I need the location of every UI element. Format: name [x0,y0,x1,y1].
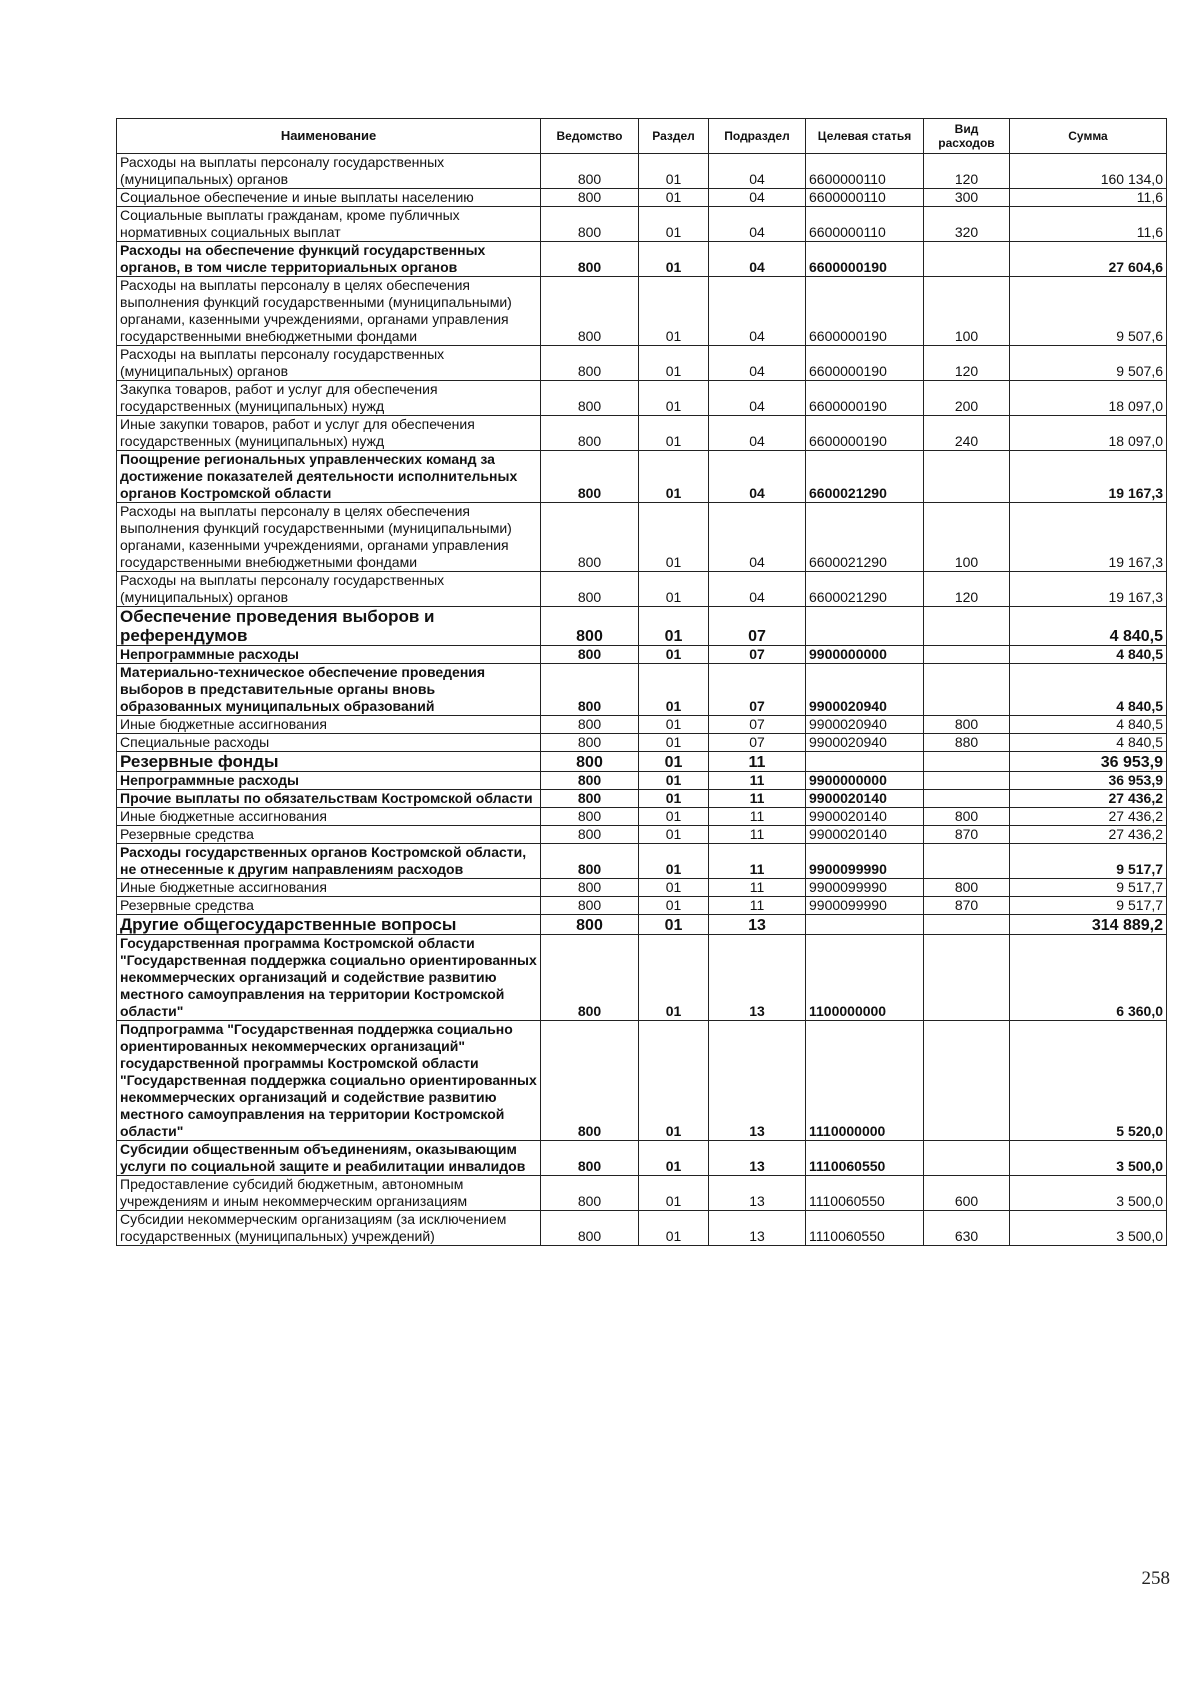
cell-tselevaya: 9900099990 [806,879,924,897]
cell-tselevaya: 6600000190 [806,381,924,416]
cell-summa: 27 604,6 [1010,242,1167,277]
cell-razdel: 01 [639,1021,709,1141]
cell-vid [924,1141,1010,1176]
table-row [117,1211,1167,1246]
cell-vedomstvo: 800 [541,844,639,879]
cell-razdel: 01 [639,808,709,826]
cell-summa: 314 889,2 [1010,915,1167,935]
cell-vedomstvo: 800 [541,154,639,189]
cell-vedomstvo: 800 [541,734,639,752]
table-row [117,716,1167,734]
table-row [117,646,1167,664]
table-row [117,381,1167,416]
cell-podrazdel: 04 [709,416,806,451]
cell-vid [924,1021,1010,1141]
cell-vedomstvo: 800 [541,277,639,346]
cell-tselevaya: 6600000190 [806,416,924,451]
cell-vid [924,646,1010,664]
cell-razdel: 01 [639,154,709,189]
cell-name: Прочие выплаты по обязательствам Костромской области [117,790,541,808]
cell-name: Расходы на выплаты персоналу государственных (муниципальных) органов [117,572,541,607]
header-name: Наименование [117,119,541,154]
cell-vid: 100 [924,503,1010,572]
cell-name: Непрограммные расходы [117,646,541,664]
cell-vid [924,844,1010,879]
cell-tselevaya: 6600021290 [806,451,924,503]
table-row [117,1141,1167,1176]
cell-podrazdel: 13 [709,1211,806,1246]
cell-summa: 11,6 [1010,207,1167,242]
cell-tselevaya: 6600000110 [806,154,924,189]
cell-summa: 11,6 [1010,189,1167,207]
cell-tselevaya: 1100000000 [806,935,924,1021]
cell-podrazdel: 04 [709,381,806,416]
cell-name: Расходы на выплаты персоналу государственных (муниципальных) органов [117,346,541,381]
cell-summa: 19 167,3 [1010,451,1167,503]
table-row [117,772,1167,790]
cell-tselevaya: 9900020940 [806,734,924,752]
cell-podrazdel: 11 [709,808,806,826]
cell-vid: 120 [924,154,1010,189]
table-row [117,451,1167,503]
cell-razdel: 01 [639,503,709,572]
cell-podrazdel: 04 [709,346,806,381]
cell-razdel: 01 [639,752,709,772]
table-row [117,734,1167,752]
cell-razdel: 01 [639,1141,709,1176]
cell-vid [924,790,1010,808]
cell-vid [924,451,1010,503]
table-row [117,277,1167,346]
table-row [117,752,1167,772]
cell-vedomstvo: 800 [541,572,639,607]
cell-podrazdel: 13 [709,935,806,1021]
cell-tselevaya: 6600000190 [806,242,924,277]
cell-name: Субсидии некоммерческим организациям (за исключением государственных (муниципальных) учреждений) [117,1211,541,1246]
cell-tselevaya [806,752,924,772]
cell-razdel: 01 [639,879,709,897]
cell-podrazdel: 07 [709,646,806,664]
cell-vid: 880 [924,734,1010,752]
cell-tselevaya [806,915,924,935]
cell-vedomstvo: 800 [541,664,639,716]
cell-vedomstvo: 800 [541,752,639,772]
cell-vedomstvo: 800 [541,242,639,277]
cell-name: Расходы на выплаты персоналу в целях обеспечения выполнения функций государственными (муниципальными) органами, казенными учреждениями, органами управления государственными внебюджетными фондами [117,503,541,572]
cell-name: Резервные средства [117,897,541,915]
table-row [117,242,1167,277]
cell-razdel: 01 [639,189,709,207]
cell-podrazdel: 07 [709,664,806,716]
cell-summa: 4 840,5 [1010,734,1167,752]
cell-vedomstvo: 800 [541,189,639,207]
cell-vid: 120 [924,346,1010,381]
cell-tselevaya: 6600021290 [806,503,924,572]
cell-summa: 4 840,5 [1010,646,1167,664]
cell-podrazdel: 04 [709,207,806,242]
cell-summa: 9 517,7 [1010,844,1167,879]
cell-podrazdel: 13 [709,1021,806,1141]
cell-tselevaya: 1110000000 [806,1021,924,1141]
cell-razdel: 01 [639,716,709,734]
cell-razdel: 01 [639,826,709,844]
table-row [117,154,1167,189]
cell-vedomstvo: 800 [541,772,639,790]
cell-tselevaya: 9900020940 [806,716,924,734]
cell-razdel: 01 [639,416,709,451]
cell-podrazdel: 07 [709,607,806,646]
cell-tselevaya: 6600000190 [806,346,924,381]
cell-podrazdel: 13 [709,1141,806,1176]
cell-name: Другие общегосударственные вопросы [117,915,541,935]
cell-vid: 800 [924,808,1010,826]
cell-name: Государственная программа Костромской области "Государственная поддержка социально ориентированных некоммерческих организаций и содействие развитию местного самоуправления на территории Костромской области" [117,935,541,1021]
cell-vedomstvo: 800 [541,808,639,826]
cell-vid: 120 [924,572,1010,607]
cell-summa: 3 500,0 [1010,1176,1167,1211]
cell-razdel: 01 [639,664,709,716]
cell-name: Социальные выплаты гражданам, кроме публичных нормативных социальных выплат [117,207,541,242]
cell-vedomstvo: 800 [541,207,639,242]
cell-podrazdel: 04 [709,242,806,277]
table-row [117,826,1167,844]
cell-vedomstvo: 800 [541,346,639,381]
cell-vedomstvo: 800 [541,416,639,451]
cell-name: Поощрение региональных управленческих команд за достижение показателей деятельности исполнительных органов Костромской области [117,451,541,503]
cell-podrazdel: 11 [709,826,806,844]
cell-podrazdel: 04 [709,189,806,207]
cell-summa: 36 953,9 [1010,772,1167,790]
table-row [117,607,1167,646]
cell-name: Закупка товаров, работ и услуг для обеспечения государственных (муниципальных) нужд [117,381,541,416]
cell-name: Иные бюджетные ассигнования [117,879,541,897]
cell-summa: 27 436,2 [1010,826,1167,844]
cell-name: Резервные фонды [117,752,541,772]
cell-vid: 800 [924,716,1010,734]
cell-vedomstvo: 800 [541,1021,639,1141]
cell-razdel: 01 [639,277,709,346]
cell-summa: 6 360,0 [1010,935,1167,1021]
cell-razdel: 01 [639,897,709,915]
cell-podrazdel: 11 [709,879,806,897]
cell-vid: 630 [924,1211,1010,1246]
cell-name: Непрограммные расходы [117,772,541,790]
cell-tselevaya: 6600000110 [806,207,924,242]
cell-podrazdel: 04 [709,451,806,503]
cell-razdel: 01 [639,915,709,935]
cell-name: Специальные расходы [117,734,541,752]
cell-razdel: 01 [639,772,709,790]
cell-name: Иные закупки товаров, работ и услуг для обеспечения государственных (муниципальных) нужд [117,416,541,451]
cell-vid: 600 [924,1176,1010,1211]
cell-tselevaya: 6600021290 [806,572,924,607]
cell-vedomstvo: 800 [541,1141,639,1176]
cell-podrazdel: 04 [709,277,806,346]
cell-vid [924,752,1010,772]
cell-razdel: 01 [639,242,709,277]
cell-razdel: 01 [639,451,709,503]
cell-razdel: 01 [639,381,709,416]
cell-razdel: 01 [639,346,709,381]
cell-tselevaya: 9900099990 [806,897,924,915]
cell-summa: 5 520,0 [1010,1021,1167,1141]
cell-podrazdel: 11 [709,772,806,790]
cell-vedomstvo: 800 [541,915,639,935]
table-row [117,879,1167,897]
cell-vid: 100 [924,277,1010,346]
cell-tselevaya: 6600000110 [806,189,924,207]
header-summa: Сумма [1010,119,1167,154]
cell-tselevaya: 9900000000 [806,646,924,664]
table-row [117,1021,1167,1141]
cell-summa: 18 097,0 [1010,381,1167,416]
cell-name: Иные бюджетные ассигнования [117,808,541,826]
cell-summa: 3 500,0 [1010,1141,1167,1176]
cell-name: Социальное обеспечение и иные выплаты населению [117,189,541,207]
cell-razdel: 01 [639,572,709,607]
cell-tselevaya [806,607,924,646]
cell-razdel: 01 [639,734,709,752]
cell-podrazdel: 13 [709,915,806,935]
cell-vedomstvo: 800 [541,879,639,897]
cell-podrazdel: 11 [709,897,806,915]
cell-summa: 27 436,2 [1010,790,1167,808]
table-row [117,346,1167,381]
cell-podrazdel: 11 [709,790,806,808]
cell-vedomstvo: 800 [541,935,639,1021]
cell-razdel: 01 [639,935,709,1021]
cell-summa: 36 953,9 [1010,752,1167,772]
cell-tselevaya: 9900020140 [806,808,924,826]
table-row [117,808,1167,826]
table-body [117,154,1167,1246]
table-row [117,189,1167,207]
cell-vid: 300 [924,189,1010,207]
cell-summa: 9 517,7 [1010,897,1167,915]
cell-vedomstvo: 800 [541,451,639,503]
cell-name: Предоставление субсидий бюджетным, автономным учреждениям и иным некоммерческим организациям [117,1176,541,1211]
table-row [117,572,1167,607]
cell-podrazdel: 11 [709,752,806,772]
cell-summa: 19 167,3 [1010,572,1167,607]
cell-vedomstvo: 800 [541,381,639,416]
cell-vedomstvo: 800 [541,826,639,844]
cell-summa: 4 840,5 [1010,716,1167,734]
header-razdel: Раздел [639,119,709,154]
table-row [117,503,1167,572]
cell-vedomstvo: 800 [541,646,639,664]
cell-vedomstvo: 800 [541,1176,639,1211]
cell-tselevaya: 1110060550 [806,1211,924,1246]
cell-razdel: 01 [639,607,709,646]
cell-summa: 4 840,5 [1010,664,1167,716]
header-vid: Вид расходов [924,119,1010,154]
cell-podrazdel: 07 [709,716,806,734]
cell-podrazdel: 04 [709,503,806,572]
cell-vedomstvo: 800 [541,503,639,572]
table-row [117,915,1167,935]
cell-summa: 9 507,6 [1010,277,1167,346]
cell-vid [924,772,1010,790]
cell-tselevaya: 9900020140 [806,826,924,844]
table-row [117,897,1167,915]
cell-vid: 320 [924,207,1010,242]
cell-name: Субсидии общественным объединениям, оказывающим услуги по социальной защите и реабилитации инвалидов [117,1141,541,1176]
cell-tselevaya: 9900020140 [806,790,924,808]
cell-razdel: 01 [639,1211,709,1246]
table-row [117,416,1167,451]
table-row [117,664,1167,716]
budget-table [116,118,1167,1246]
cell-summa: 9 507,6 [1010,346,1167,381]
table-row [117,844,1167,879]
cell-summa: 160 134,0 [1010,154,1167,189]
page-number: 258 [1141,1568,1170,1589]
cell-summa: 3 500,0 [1010,1211,1167,1246]
cell-name: Подпрограмма "Государственная поддержка социально ориентированных некоммерческих организаций" государственной программы Костромской области "Государственная поддержка социально ориентированных некоммерческих организаций и содействие развитию местного самоуправления на территории Костромской области" [117,1021,541,1141]
cell-tselevaya: 9900020940 [806,664,924,716]
cell-summa: 18 097,0 [1010,416,1167,451]
cell-vedomstvo: 800 [541,607,639,646]
cell-tselevaya: 9900099990 [806,844,924,879]
cell-vid [924,915,1010,935]
cell-name: Расходы на выплаты персоналу государственных (муниципальных) органов [117,154,541,189]
cell-vid: 800 [924,879,1010,897]
cell-summa: 27 436,2 [1010,808,1167,826]
cell-podrazdel: 11 [709,844,806,879]
cell-summa: 9 517,7 [1010,879,1167,897]
cell-vid [924,935,1010,1021]
cell-tselevaya: 6600000190 [806,277,924,346]
table-row [117,1176,1167,1211]
cell-razdel: 01 [639,790,709,808]
cell-tselevaya: 1110060550 [806,1141,924,1176]
cell-vid: 200 [924,381,1010,416]
cell-name: Расходы государственных органов Костромской области, не отнесенные к другим направлениям расходов [117,844,541,879]
table-header-row [117,119,1167,154]
cell-vedomstvo: 800 [541,716,639,734]
cell-podrazdel: 04 [709,572,806,607]
cell-razdel: 01 [639,646,709,664]
table-row [117,207,1167,242]
cell-tselevaya: 1110060550 [806,1176,924,1211]
cell-vid [924,242,1010,277]
cell-podrazdel: 07 [709,734,806,752]
cell-summa: 4 840,5 [1010,607,1167,646]
cell-name: Резервные средства [117,826,541,844]
cell-tselevaya: 9900000000 [806,772,924,790]
cell-razdel: 01 [639,1176,709,1211]
cell-name: Материально-техническое обеспечение проведения выборов в представительные органы вновь образованных муниципальных образований [117,664,541,716]
cell-podrazdel: 04 [709,154,806,189]
cell-vedomstvo: 800 [541,790,639,808]
cell-podrazdel: 13 [709,1176,806,1211]
table-row [117,935,1167,1021]
cell-vid: 870 [924,897,1010,915]
header-vedomstvo: Ведомство [541,119,639,154]
cell-razdel: 01 [639,207,709,242]
cell-vid: 240 [924,416,1010,451]
cell-name: Обеспечение проведения выборов и референдумов [117,607,541,646]
budget-sheet [116,118,1166,1246]
cell-name: Расходы на выплаты персоналу в целях обеспечения выполнения функций государственными (муниципальными) органами, казенными учреждениями, органами управления государственными внебюджетными фондами [117,277,541,346]
cell-summa: 19 167,3 [1010,503,1167,572]
cell-name: Иные бюджетные ассигнования [117,716,541,734]
cell-name: Расходы на обеспечение функций государственных органов, в том числе территориальных органов [117,242,541,277]
table-row [117,790,1167,808]
cell-vedomstvo: 800 [541,897,639,915]
cell-vid: 870 [924,826,1010,844]
cell-vedomstvo: 800 [541,1211,639,1246]
header-tselevaya: Целевая статья [806,119,924,154]
cell-razdel: 01 [639,844,709,879]
header-podrazdel: Подраздел [709,119,806,154]
cell-vid [924,664,1010,716]
cell-vid [924,607,1010,646]
